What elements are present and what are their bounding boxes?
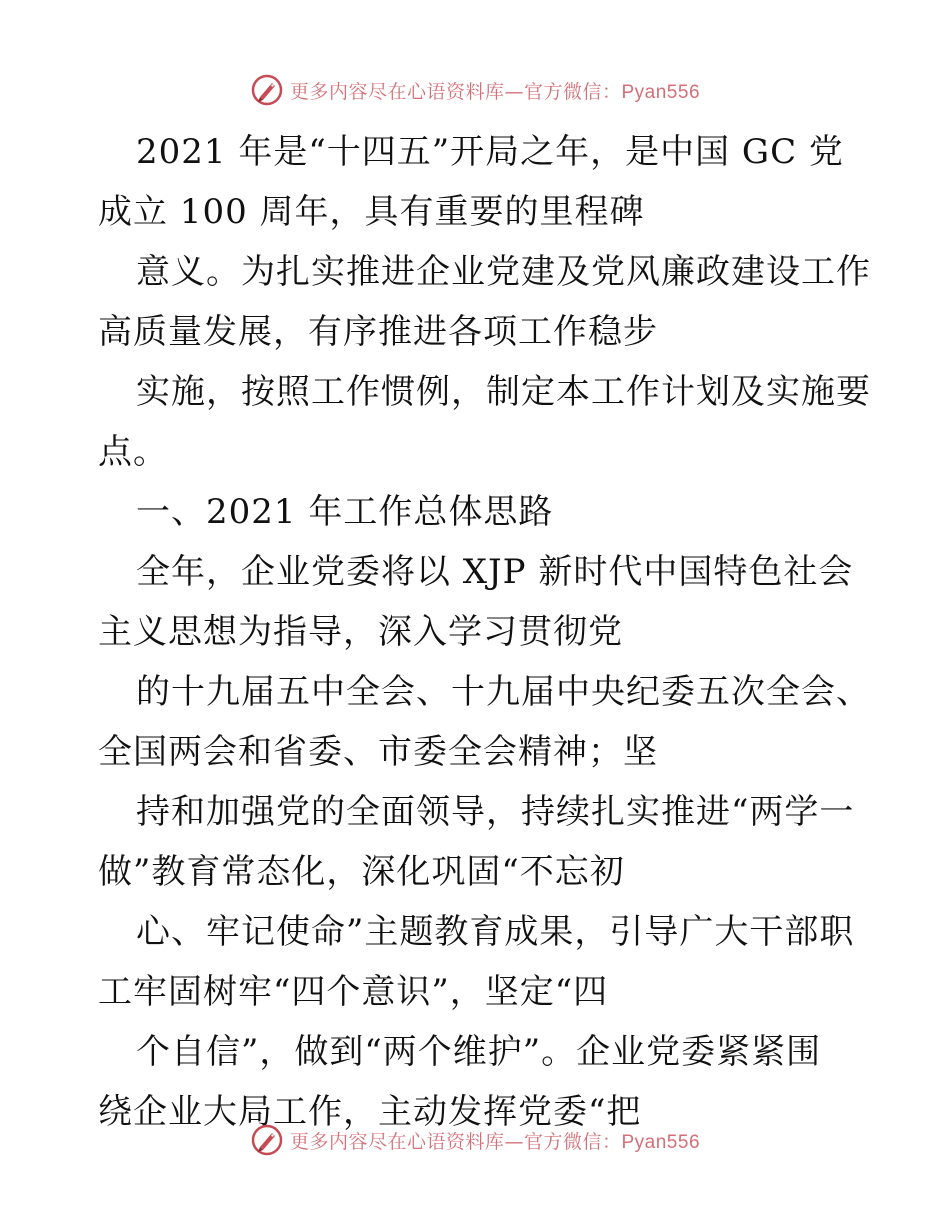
pen-nib-circle-icon xyxy=(250,1123,284,1157)
text-line: 心、牢记使命”主题教育成果，引导广大干部职 xyxy=(136,912,855,952)
text-line: 高质量发展，有序推进各项工作稳步 xyxy=(98,312,658,352)
watermark-wechat-id: Pyan556 xyxy=(621,1131,701,1153)
text-line: 工牢固树牢“四个意识”，坚定“四 xyxy=(98,972,609,1012)
text-line: 全年，企业党委将以 XJP 新时代中国特色社会 xyxy=(136,552,854,592)
text-line: 点。 xyxy=(98,432,168,472)
text-line: 的十九届五中全会、十九届中央纪委五次全会、 xyxy=(136,672,871,712)
text-line: 一、2021 年工作总体思路 xyxy=(136,492,554,532)
text-line: 持和加强党的全面领导，持续扎实推进“两学一 xyxy=(136,792,855,832)
text-line: 个自信”，做到“两个维护”。企业党委紧紧围 xyxy=(136,1032,822,1072)
text-line: 成立 100 周年，具有重要的里程碑 xyxy=(98,192,645,232)
watermark-text: 更多内容尽在心语资料库—官方微信：Pyan556 xyxy=(289,80,701,103)
text-line: 实施，按照工作惯例，制定本工作计划及实施要 xyxy=(136,372,871,412)
watermark-text: 更多内容尽在心语资料库—官方微信：Pyan556 xyxy=(289,1130,701,1153)
pen-nib-circle-icon xyxy=(250,73,284,107)
text-line: 主义思想为指导，深入学习贯彻党 xyxy=(98,612,623,652)
document-body xyxy=(98,122,871,1142)
text-line: 2021 年是“十四五”开局之年，是中国 GC 党 xyxy=(136,132,844,172)
text-line: 意义。为扎实推进企业党建及党风廉政建设工作 xyxy=(136,252,871,292)
text-line: 全国两会和省委、市委全会精神；坚 xyxy=(98,732,658,772)
text-line: 做”教育常态化，深化巩固“不忘初 xyxy=(98,852,625,892)
footer-watermark xyxy=(0,1120,950,1160)
watermark-wechat-id: Pyan556 xyxy=(621,81,701,103)
header-watermark xyxy=(0,70,950,110)
text-line: 绕企业大局工作，主动发挥党委“把 xyxy=(98,1092,642,1132)
